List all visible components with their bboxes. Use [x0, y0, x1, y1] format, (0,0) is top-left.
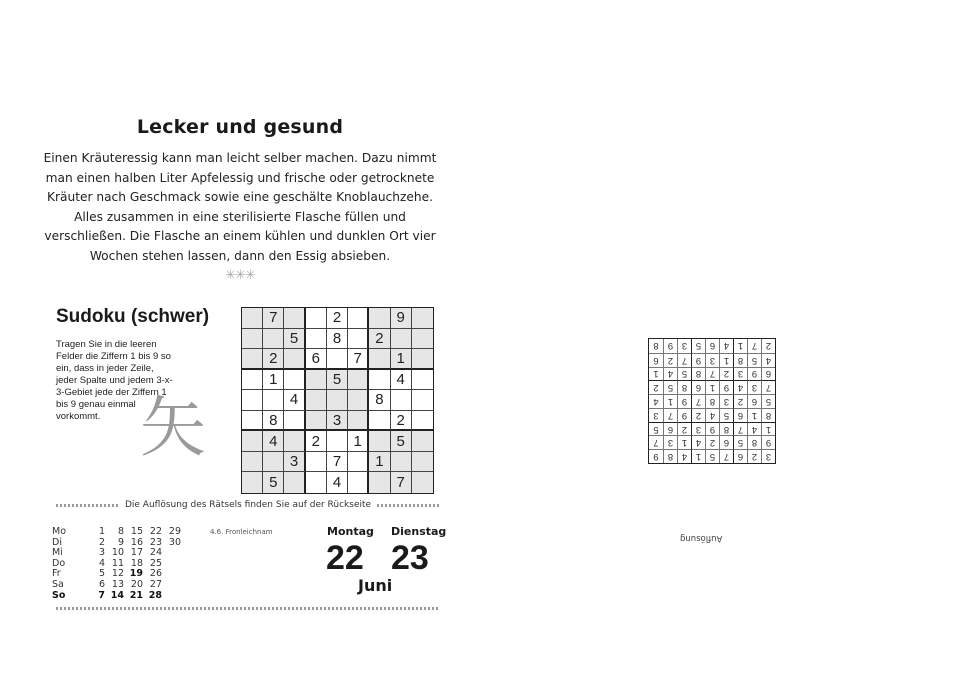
- calendar-date: 29: [168, 526, 181, 537]
- sudoku-cell[interactable]: 4: [327, 472, 348, 493]
- sudoku-cell[interactable]: [306, 370, 327, 391]
- solution-hint: Die Auflösung des Rätsels finden Sie auf der Rückseite: [124, 500, 372, 510]
- calendar-date: 24: [149, 547, 162, 559]
- sudoku-cell[interactable]: 4: [263, 431, 284, 452]
- solution-cell: 3: [733, 367, 747, 381]
- sudoku-cell[interactable]: 5: [284, 329, 305, 350]
- sudoku-cell[interactable]: 7: [327, 452, 348, 473]
- sudoku-cell[interactable]: 5: [327, 370, 348, 391]
- calendar-date: 26: [149, 568, 162, 580]
- solution-cell: 6: [663, 422, 677, 436]
- wavy-divider: [377, 504, 440, 507]
- solution-cell: 2: [761, 339, 775, 353]
- separator-stars: ✳✳✳: [225, 268, 255, 283]
- sudoku-cell[interactable]: 3: [327, 411, 348, 432]
- solution-cell: 3: [747, 380, 761, 394]
- solution-cell: 4: [719, 339, 733, 353]
- solution-cell: 9: [747, 367, 761, 381]
- article-line: Einen Kräuteressig kann man leicht selber machen. Dazu nimmt: [43, 151, 437, 165]
- sudoku-cell[interactable]: [284, 411, 305, 432]
- solution-cell: 6: [733, 408, 747, 422]
- solution-cell: 4: [761, 353, 775, 367]
- calendar-date: 15: [130, 526, 143, 537]
- solution-cell: 5: [663, 380, 677, 394]
- solution-cell: 2: [705, 435, 719, 449]
- day-number-2: 23: [391, 539, 429, 577]
- solution-cell: 7: [691, 394, 705, 408]
- sudoku-cell[interactable]: [391, 390, 412, 411]
- solution-cell: 9: [677, 408, 691, 422]
- solution-cell: 1: [663, 394, 677, 408]
- sudoku-title: Sudoku (schwer): [56, 306, 210, 327]
- article-title: Lecker und gesund: [136, 116, 344, 138]
- sudoku-cell[interactable]: [242, 472, 263, 493]
- sudoku-cell[interactable]: [327, 390, 348, 411]
- calendar-weekday: Di: [52, 536, 62, 548]
- sudoku-cell[interactable]: [348, 452, 369, 473]
- sudoku-cell[interactable]: 2: [263, 349, 284, 370]
- sudoku-cell[interactable]: 8: [263, 411, 284, 432]
- sudoku-cell[interactable]: [348, 472, 369, 493]
- solution-cell: 3: [691, 422, 705, 436]
- solution-cell: 8: [747, 435, 761, 449]
- solution-cell: 6: [719, 435, 733, 449]
- solution-cell: 7: [677, 353, 691, 367]
- calendar-weekday: Mi: [52, 547, 63, 559]
- solution-cell: 4: [733, 380, 747, 394]
- solution-cell: 7: [719, 449, 733, 463]
- sudoku-cell[interactable]: [306, 308, 327, 329]
- sudoku-cell[interactable]: 8: [369, 390, 390, 411]
- weekday-label-2: Dienstag: [391, 525, 447, 538]
- calendar-date: 22: [149, 526, 162, 537]
- calendar-date: 2: [98, 536, 105, 548]
- solution-cell: 1: [733, 339, 747, 353]
- solution-cell: 5: [691, 339, 705, 353]
- sudoku-cell[interactable]: 7: [263, 308, 284, 329]
- solution-cell: 5: [733, 435, 747, 449]
- sudoku-cell[interactable]: [412, 452, 433, 473]
- solution-cell: 1: [761, 422, 775, 436]
- calendar-table: [52, 527, 181, 601]
- calendar-date: 30: [168, 536, 181, 548]
- sudoku-cell[interactable]: [242, 431, 263, 452]
- sudoku-cell[interactable]: [412, 431, 433, 452]
- solution-cell: 6: [705, 339, 719, 353]
- solution-cell: 5: [677, 367, 691, 381]
- calendar-date: 3: [98, 547, 105, 559]
- calendar-date: 27: [149, 578, 162, 590]
- article-body: [30, 149, 450, 266]
- day-number-1: 22: [326, 539, 364, 577]
- sudoku-cell[interactable]: 9: [391, 308, 412, 329]
- sudoku-cell[interactable]: [242, 390, 263, 411]
- solution-cell: 8: [691, 367, 705, 381]
- solution-cell: 2: [663, 353, 677, 367]
- kanji-arrow-icon: 矢: [140, 389, 206, 466]
- solution-grid: [648, 338, 776, 464]
- wavy-divider: [56, 504, 119, 507]
- solution-cell: 2: [733, 394, 747, 408]
- sudoku-cell[interactable]: [348, 390, 369, 411]
- sudoku-cell[interactable]: [263, 452, 284, 473]
- solution-cell: 7: [761, 380, 775, 394]
- solution-cell: 2: [691, 408, 705, 422]
- article-line: verschließen. Die Flasche an einem kühlen und dunklen Ort vier: [44, 229, 436, 243]
- solution-cell: 6: [733, 449, 747, 463]
- sudoku-cell[interactable]: 4: [284, 390, 305, 411]
- solution-cell: 5: [719, 408, 733, 422]
- sudoku-cell[interactable]: 1: [263, 370, 284, 391]
- sudoku-cell[interactable]: [306, 390, 327, 411]
- solution-cell: 3: [719, 394, 733, 408]
- solution-cell: 8: [719, 422, 733, 436]
- sudoku-cell[interactable]: [412, 390, 433, 411]
- sudoku-cell[interactable]: [327, 349, 348, 370]
- solution-cell: 9: [663, 339, 677, 353]
- sudoku-cell[interactable]: [348, 370, 369, 391]
- calendar-date: [162, 591, 181, 602]
- sudoku-cell[interactable]: [369, 472, 390, 493]
- calendar-date: 6: [98, 578, 105, 590]
- calendar-date: 23: [149, 536, 162, 548]
- sudoku-cell[interactable]: [391, 452, 412, 473]
- sudoku-cell[interactable]: [391, 329, 412, 350]
- solution-cell: 1: [649, 367, 663, 381]
- solution-cell: 6: [747, 394, 761, 408]
- sudoku-cell[interactable]: [369, 370, 390, 391]
- calendar-weekday: Sa: [52, 578, 64, 590]
- calendar-date: 4: [98, 557, 105, 569]
- solution-cell: 9: [691, 353, 705, 367]
- sudoku-cell[interactable]: [242, 349, 263, 370]
- solution-cell: 3: [705, 353, 719, 367]
- calendar-date: [162, 569, 181, 580]
- sudoku-cell[interactable]: [306, 452, 327, 473]
- sudoku-cell[interactable]: [369, 308, 390, 329]
- solution-cell: 6: [649, 353, 663, 367]
- solution-cell: 2: [677, 422, 691, 436]
- calendar-date: 13: [111, 578, 124, 590]
- sudoku-cell[interactable]: 7: [391, 472, 412, 493]
- solution-cell: 1: [705, 380, 719, 394]
- sudoku-cell[interactable]: [242, 308, 263, 329]
- solution-cell: 4: [705, 408, 719, 422]
- calendar-date: 25: [149, 557, 162, 569]
- sudoku-cell[interactable]: 2: [369, 329, 390, 350]
- sudoku-cell[interactable]: [348, 329, 369, 350]
- calendar-weekday: Do: [52, 557, 66, 569]
- solution-cell: 7: [747, 339, 761, 353]
- sudoku-cell[interactable]: 7: [348, 349, 369, 370]
- solution-hint-row: [56, 500, 440, 510]
- sudoku-cell[interactable]: 1: [369, 452, 390, 473]
- sudoku-cell[interactable]: 3: [284, 452, 305, 473]
- calendar-date: 20: [130, 578, 143, 590]
- solution-cell: 4: [663, 367, 677, 381]
- sudoku-cell[interactable]: [412, 308, 433, 329]
- sudoku-cell[interactable]: 1: [348, 431, 369, 452]
- wavy-divider-bottom: [56, 607, 440, 610]
- sudoku-cell[interactable]: [412, 411, 433, 432]
- solution-cell: 5: [705, 449, 719, 463]
- solution-cell: 3: [761, 449, 775, 463]
- calendar-date: 9: [117, 536, 124, 548]
- solution-label: Auflösung: [680, 533, 723, 543]
- sudoku-cell[interactable]: 6: [306, 349, 327, 370]
- article-line: Alles zusammen in eine sterilisierte Flasche füllen und: [74, 209, 406, 224]
- solution-cell: 3: [649, 408, 663, 422]
- sudoku-cell[interactable]: 1: [391, 349, 412, 370]
- article-line: Kräuter nach Geschmack sowie eine geschälte Knoblauchzehe.: [47, 190, 433, 204]
- sudoku-cell[interactable]: [242, 452, 263, 473]
- sudoku-cell[interactable]: [306, 472, 327, 493]
- sudoku-cell[interactable]: 8: [327, 329, 348, 350]
- sudoku-cell[interactable]: 2: [306, 431, 327, 452]
- sudoku-cell[interactable]: [242, 411, 263, 432]
- calendar-date: 10: [111, 547, 124, 559]
- sudoku-cell[interactable]: [263, 390, 284, 411]
- sudoku-cell[interactable]: [284, 472, 305, 493]
- sudoku-cell[interactable]: [306, 411, 327, 432]
- solution-cell: 5: [761, 394, 775, 408]
- sudoku-cell[interactable]: [369, 349, 390, 370]
- sudoku-cell[interactable]: 2: [391, 411, 412, 432]
- sudoku-cell[interactable]: [412, 329, 433, 350]
- solution-cell: 8: [761, 408, 775, 422]
- calendar-weekday: Mo: [52, 526, 67, 537]
- sudoku-grid[interactable]: [241, 307, 434, 494]
- solution-cell: 9: [761, 435, 775, 449]
- calendar-weekday: Fr: [52, 568, 61, 580]
- calendar-date: [162, 580, 181, 591]
- solution-cell: 1: [719, 353, 733, 367]
- solution-cell: 3: [663, 435, 677, 449]
- mini-calendar: [52, 527, 181, 601]
- weekday-label-1: Montag: [327, 525, 374, 538]
- sudoku-cell[interactable]: [348, 308, 369, 329]
- solution-cell: 9: [719, 380, 733, 394]
- solution-cell: 8: [705, 394, 719, 408]
- sudoku-cell[interactable]: [284, 349, 305, 370]
- calendar-date: 14: [110, 589, 124, 601]
- solution-cell: 2: [649, 380, 663, 394]
- solution-cell: 1: [677, 435, 691, 449]
- solution-cell: 3: [677, 339, 691, 353]
- sudoku-cell[interactable]: 4: [391, 370, 412, 391]
- sudoku-cell[interactable]: [412, 472, 433, 493]
- solution-cell: 5: [649, 422, 663, 436]
- solution-cell: 1: [691, 449, 705, 463]
- solution-cell: 9: [677, 394, 691, 408]
- sudoku-cell[interactable]: 5: [391, 431, 412, 452]
- calendar-date: 8: [117, 526, 124, 537]
- solution-cell: 8: [677, 380, 691, 394]
- calendar-date: 7: [98, 589, 105, 601]
- solution-cell: 8: [663, 449, 677, 463]
- sudoku-cell[interactable]: [412, 370, 433, 391]
- solution-cell: 5: [747, 353, 761, 367]
- calendar-date: 28: [148, 589, 162, 601]
- solution-cell: 4: [747, 422, 761, 436]
- month-label: Juni: [358, 576, 393, 595]
- calendar-date: 1: [98, 526, 105, 537]
- solution-cell: 7: [733, 422, 747, 436]
- solution-cell: 2: [747, 449, 761, 463]
- solution-cell: 6: [761, 367, 775, 381]
- calendar-date: 21: [129, 589, 143, 601]
- sudoku-cell[interactable]: [284, 431, 305, 452]
- article-line: Wochen stehen lassen, dann den Essig absieben.: [89, 248, 391, 263]
- sudoku-instructions: Tragen Sie in die leeren Felder die Ziffern 1 bis 9 so ein, dass in jeder Zeile, jeder Spalte und jedem 3-x-3-Gebiet jede der Ziffern 1 bis 9 genau einmal vorkommt.: [56, 339, 173, 422]
- sudoku-cell[interactable]: [284, 308, 305, 329]
- calendar-date: 11: [111, 557, 124, 569]
- calendar-date: 12: [111, 568, 124, 580]
- solution-cell: 1: [747, 408, 761, 422]
- solution-cell: 7: [705, 367, 719, 381]
- solution-cell: 8: [733, 353, 747, 367]
- solution-cell: 6: [691, 380, 705, 394]
- calendar-date: 16: [130, 536, 143, 548]
- calendar-date: 17: [130, 547, 143, 559]
- calendar-date: 19: [129, 568, 143, 580]
- sudoku-cell[interactable]: [263, 329, 284, 350]
- solution-cell: 8: [653, 340, 659, 352]
- solution-cell: 4: [691, 435, 705, 449]
- calendar-date: 5: [98, 568, 105, 580]
- calendar-weekday: So: [52, 589, 66, 601]
- solution-cell: 9: [649, 449, 663, 463]
- sudoku-cell[interactable]: 5: [263, 472, 284, 493]
- sudoku-cell[interactable]: [327, 431, 348, 452]
- sudoku-cell[interactable]: 2: [327, 308, 348, 329]
- calendar-date: [162, 548, 181, 559]
- calendar-date: [162, 559, 181, 570]
- solution-cell: 7: [649, 435, 663, 449]
- sudoku-cell[interactable]: [369, 431, 390, 452]
- solution-cell: 4: [677, 449, 691, 463]
- holiday-note: 4.6. Fronleichnam: [210, 528, 273, 536]
- sudoku-cell[interactable]: [284, 370, 305, 391]
- sudoku-cell[interactable]: [412, 349, 433, 370]
- sudoku-cell[interactable]: [306, 329, 327, 350]
- sudoku-cell[interactable]: [242, 370, 263, 391]
- solution-cell: 4: [649, 394, 663, 408]
- article-line: man einen halben Liter Apfelessig und frische oder getrocknete: [45, 170, 435, 185]
- sudoku-cell[interactable]: [348, 411, 369, 432]
- solution-cell: 7: [663, 408, 677, 422]
- solution-cell: 9: [705, 422, 719, 436]
- calendar-date: 18: [130, 557, 143, 569]
- sudoku-cell[interactable]: [369, 411, 390, 432]
- solution-cell: 2: [719, 367, 733, 381]
- sudoku-cell[interactable]: [242, 329, 263, 350]
